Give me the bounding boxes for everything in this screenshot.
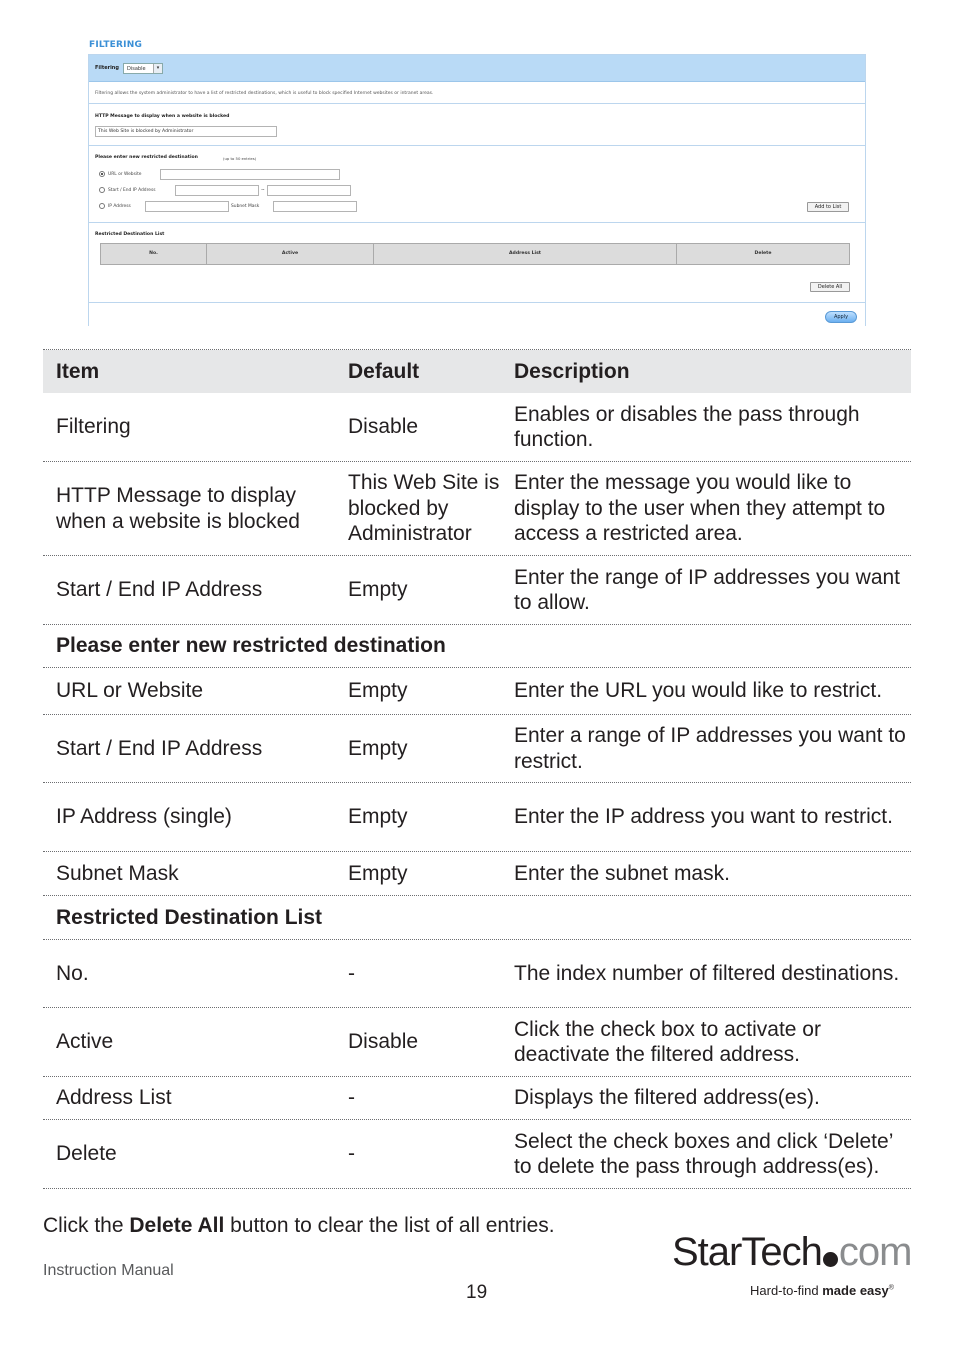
filtering-description: Filtering allows the system administrator to have a list of restricted destinations, which is useful to block specified Internet websites or intranet areas. — [95, 91, 434, 96]
divider — [89, 145, 865, 146]
delete-all-note — [43, 1214, 555, 1238]
table-row — [43, 715, 911, 783]
section-heading: Please enter new restricted destination — [56, 634, 446, 658]
table-row — [43, 783, 911, 852]
delete-all-button[interactable]: Delete All — [810, 282, 850, 292]
logo-com: com — [838, 1230, 912, 1274]
row-description: Click the check box to activate or deactivate the filtered address. — [514, 1017, 821, 1066]
restricted-list-table-header — [100, 243, 850, 265]
table-row — [43, 556, 911, 625]
column-header: Active — [207, 244, 374, 264]
row-default: Empty — [348, 736, 408, 760]
http-message-label: HTTP Message to display when a website is blocked — [95, 114, 230, 119]
row-default: - — [348, 1142, 355, 1166]
filtering-select[interactable] — [123, 63, 163, 74]
row-item: Delete — [56, 1142, 117, 1166]
filtering-header-bar — [89, 55, 865, 82]
ip-range-option-label: Start / End IP Address — [108, 188, 156, 193]
header-description: Description — [514, 359, 630, 383]
start-ip-input[interactable] — [175, 185, 259, 196]
table-header-row — [43, 350, 911, 393]
tagline-regular: Hard-to-find — [750, 1283, 823, 1298]
filtering-label: Filtering — [95, 65, 119, 71]
chevron-down-icon: ▾ — [153, 64, 162, 73]
end-ip-input[interactable] — [267, 185, 351, 196]
section-row — [43, 896, 911, 940]
screenshot-frame — [88, 54, 866, 326]
url-input[interactable] — [160, 169, 340, 180]
ip-address-option-label: IP Address — [108, 204, 131, 209]
table-row — [43, 1077, 911, 1120]
filtering-select-value: Disable — [127, 66, 146, 72]
table-row — [43, 852, 911, 896]
ip-address-radio[interactable] — [99, 203, 105, 209]
apply-button[interactable]: Apply — [825, 311, 857, 323]
row-default: This Web Site is blocked by Administrator — [348, 471, 500, 546]
restricted-destination-label: Please enter new restricted destination — [95, 155, 198, 160]
row-default: Disable — [348, 1030, 419, 1054]
divider — [89, 103, 865, 104]
url-radio[interactable] — [99, 171, 105, 177]
restricted-list-label: Restricted Destination List — [95, 232, 165, 237]
row-default: Empty — [348, 679, 408, 703]
row-default: Empty — [348, 578, 408, 602]
table-row — [43, 393, 911, 462]
row-description: Enter the range of IP addresses you want to allow. — [514, 565, 901, 614]
tagline-bold: made easy — [822, 1283, 889, 1298]
logo-dot-icon — [823, 1252, 838, 1267]
row-description: The index number of filtered destinations. — [514, 961, 900, 985]
range-separator: ~ — [261, 188, 265, 193]
row-description: Enables or disables the pass through function. — [514, 402, 860, 451]
row-description: Enter the URL you would like to restrict. — [514, 679, 883, 703]
http-message-input[interactable]: This Web Site is blocked by Administrator — [95, 126, 277, 137]
note-prefix: Click the — [43, 1214, 130, 1237]
row-description: Enter the subnet mask. — [514, 861, 730, 885]
section-heading: Restricted Destination List — [56, 905, 323, 929]
ip-range-radio[interactable] — [99, 187, 105, 193]
header-default: Default — [348, 359, 420, 383]
add-to-list-button[interactable]: Add to List — [807, 202, 849, 212]
screenshot-title: FILTERING — [89, 40, 143, 50]
row-item: URL or Website — [56, 679, 204, 703]
column-header: Address List — [374, 244, 677, 264]
row-item: Subnet Mask — [56, 861, 179, 885]
url-option-label: URL or Website — [108, 172, 142, 177]
row-item: No. — [56, 961, 89, 985]
row-default: - — [348, 961, 355, 985]
row-default: Disable — [348, 415, 419, 439]
row-description: Enter the message you would like to display to the user when they attempt to access a restricted area. — [514, 471, 886, 546]
row-default: - — [348, 1086, 355, 1110]
section-row — [43, 625, 911, 668]
row-description: Enter a range of IP addresses you want to restrict. — [514, 724, 906, 773]
divider — [89, 222, 865, 223]
restricted-destination-hint: (up to 50 entries) — [223, 156, 257, 161]
row-description: Enter the IP address you want to restrict. — [514, 805, 893, 829]
header-item: Item — [56, 359, 100, 383]
table-row — [43, 1008, 911, 1077]
row-item: Active — [56, 1030, 114, 1054]
row-description: Select the check boxes and click ‘Delete’ to delete the pass through address(es). — [514, 1129, 893, 1178]
note-suffix: button to clear the list of all entries. — [224, 1214, 555, 1237]
logo-tagline — [750, 1283, 894, 1298]
row-item: Start / End IP Address — [56, 736, 263, 760]
column-header: Delete — [754, 251, 772, 256]
row-item: Address List — [56, 1086, 172, 1110]
tagline-mark: ® — [888, 1284, 894, 1292]
table-row — [43, 940, 911, 1008]
row-item: HTTP Message to display when a website is blocked — [56, 484, 300, 533]
divider — [89, 302, 865, 303]
ip-address-input[interactable] — [145, 201, 229, 212]
startech-logo — [672, 1232, 912, 1272]
page-number: 19 — [466, 1282, 488, 1303]
logo-main: StarTech — [672, 1230, 822, 1274]
column-header: No. — [101, 244, 207, 264]
row-item: Filtering — [56, 415, 131, 439]
table-row — [43, 462, 911, 556]
row-default: Empty — [348, 805, 408, 829]
manual-label: Instruction Manual — [43, 1262, 174, 1279]
row-default: Empty — [348, 861, 408, 885]
subnet-mask-label: Subnet Mask — [231, 204, 260, 209]
table-row — [43, 1120, 911, 1189]
row-description: Displays the filtered address(es). — [514, 1086, 820, 1110]
note-bold: Delete All — [129, 1214, 225, 1237]
row-item: IP Address (single) — [56, 805, 232, 829]
parameter-table — [43, 349, 911, 1189]
table-row — [43, 668, 911, 715]
router-filtering-screenshot — [88, 38, 866, 328]
subnet-mask-input[interactable] — [273, 201, 357, 212]
row-item: Start / End IP Address — [56, 578, 263, 602]
